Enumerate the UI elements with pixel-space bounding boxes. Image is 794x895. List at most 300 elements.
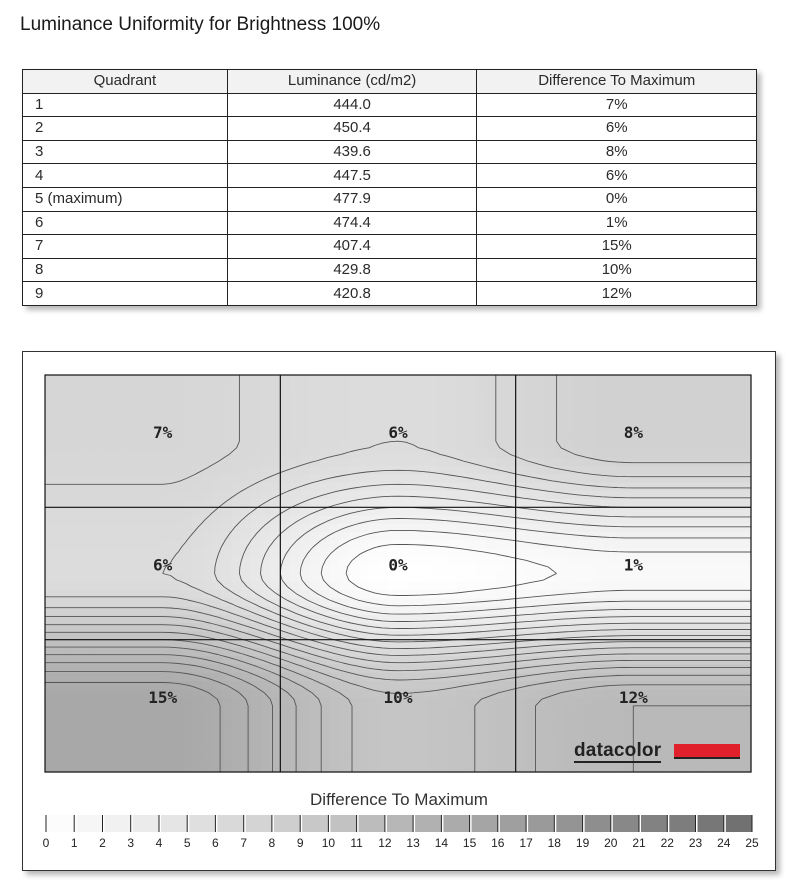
heatmap-pixel (653, 425, 663, 434)
heatmap-pixel (153, 392, 163, 401)
heatmap-pixel (633, 664, 643, 673)
heatmap-pixel (496, 474, 506, 483)
heatmap-pixel (114, 590, 124, 599)
heatmap-pixel (65, 449, 75, 458)
heatmap-pixel (741, 706, 751, 715)
heatmap-pixel (427, 764, 437, 773)
heatmap-pixel (712, 574, 722, 583)
heatmap-pixel (682, 491, 692, 500)
heatmap-pixel (486, 631, 496, 640)
table-row (23, 93, 757, 117)
heatmap-pixel (104, 516, 114, 525)
heatmap-pixel (624, 648, 634, 657)
heatmap-pixel (329, 673, 339, 682)
heatmap-pixel (143, 491, 153, 500)
heatmap-pixel (280, 764, 290, 773)
heatmap-pixel (682, 400, 692, 409)
heatmap-pixel (741, 557, 751, 566)
heatmap-pixel (682, 582, 692, 591)
heatmap-pixel (731, 623, 741, 632)
heatmap-pixel (408, 392, 418, 401)
heatmap-pixel (506, 714, 516, 723)
heatmap-pixel (329, 466, 339, 475)
heatmap-pixel (467, 764, 477, 773)
heatmap-pixel (359, 416, 369, 425)
heatmap-pixel (643, 441, 653, 450)
heatmap-pixel (545, 483, 555, 492)
heatmap-pixel (202, 474, 212, 483)
heatmap-pixel (682, 590, 692, 599)
colorbar-swatch (585, 815, 611, 832)
heatmap-pixel (310, 466, 320, 475)
heatmap-pixel (349, 540, 359, 549)
heatmap-pixel (104, 698, 114, 707)
heatmap-pixel (545, 764, 555, 773)
heatmap-pixel (55, 408, 65, 417)
heatmap-pixel (222, 433, 232, 442)
heatmap-pixel (633, 383, 643, 392)
heatmap-pixel (339, 590, 349, 599)
heatmap-pixel (437, 441, 447, 450)
heatmap-pixel (741, 524, 751, 533)
heatmap-pixel (133, 392, 143, 401)
heatmap-pixel (722, 458, 732, 467)
heatmap-pixel (594, 722, 604, 731)
heatmap-pixel (202, 565, 212, 574)
heatmap-pixel (741, 689, 751, 698)
heatmap-pixel (320, 375, 330, 384)
heatmap-pixel (241, 383, 251, 392)
heatmap-pixel (624, 392, 634, 401)
heatmap-pixel (408, 714, 418, 723)
heatmap-pixel (65, 731, 75, 740)
heatmap-pixel (712, 648, 722, 657)
heatmap-pixel (486, 607, 496, 616)
heatmap-pixel (457, 383, 467, 392)
heatmap-pixel (74, 755, 84, 764)
heatmap-pixel (467, 565, 477, 574)
heatmap-pixel (437, 574, 447, 583)
cell-value-label: 6% (388, 423, 408, 443)
heatmap-pixel (104, 441, 114, 450)
heatmap-pixel (261, 433, 271, 442)
heatmap-pixel (261, 540, 271, 549)
heatmap-pixel (143, 549, 153, 558)
heatmap-pixel (55, 507, 65, 516)
heatmap-pixel (143, 747, 153, 756)
heatmap-pixel (369, 400, 379, 409)
heatmap-pixel (545, 623, 555, 632)
heatmap-pixel (45, 747, 55, 756)
heatmap-pixel (447, 590, 457, 599)
heatmap-pixel (722, 582, 732, 591)
heatmap-pixel (241, 524, 251, 533)
heatmap-pixel (604, 706, 614, 715)
heatmap-pixel (153, 383, 163, 392)
heatmap-pixel (84, 400, 94, 409)
heatmap-pixel (398, 582, 408, 591)
heatmap-pixel (192, 532, 202, 541)
heatmap-pixel (231, 722, 241, 731)
heatmap-pixel (84, 474, 94, 483)
heatmap-pixel (584, 540, 594, 549)
heatmap-pixel (673, 689, 683, 698)
heatmap-pixel (712, 416, 722, 425)
heatmap-pixel (192, 392, 202, 401)
heatmap-pixel (84, 449, 94, 458)
cell-luminance: 429.8 (227, 258, 477, 282)
heatmap-pixel (153, 449, 163, 458)
cell-difference: 7% (477, 93, 757, 117)
heatmap-pixel (349, 764, 359, 773)
heatmap-pixel (731, 524, 741, 533)
heatmap-pixel (467, 499, 477, 508)
heatmap-pixel (290, 565, 300, 574)
heatmap-pixel (241, 375, 251, 384)
heatmap-pixel (153, 648, 163, 657)
heatmap-pixel (535, 507, 545, 516)
heatmap-pixel (290, 408, 300, 417)
heatmap-pixel (153, 656, 163, 665)
heatmap-pixel (575, 689, 585, 698)
heatmap-pixel (486, 540, 496, 549)
heatmap-pixel (457, 466, 467, 475)
heatmap-pixel (280, 499, 290, 508)
heatmap-pixel (369, 574, 379, 583)
heatmap-pixel (447, 400, 457, 409)
heatmap-pixel (702, 565, 712, 574)
heatmap-pixel (496, 607, 506, 616)
table-row (23, 164, 757, 188)
heatmap-pixel (722, 400, 732, 409)
heatmap-pixel (378, 565, 388, 574)
heatmap-pixel (722, 598, 732, 607)
heatmap-pixel (682, 598, 692, 607)
heatmap-pixel (114, 673, 124, 682)
colorbar-swatch (217, 815, 243, 832)
heatmap-pixel (133, 747, 143, 756)
heatmap-pixel (614, 574, 624, 583)
heatmap-pixel (369, 375, 379, 384)
heatmap-pixel (418, 491, 428, 500)
heatmap-pixel (55, 433, 65, 442)
heatmap-pixel (575, 631, 585, 640)
heatmap-pixel (84, 458, 94, 467)
heatmap-pixel (418, 433, 428, 442)
heatmap-pixel (143, 673, 153, 682)
heatmap-pixel (114, 392, 124, 401)
heatmap-pixel (310, 565, 320, 574)
heatmap-pixel (163, 731, 173, 740)
heatmap-pixel (349, 582, 359, 591)
heatmap-pixel (114, 425, 124, 434)
heatmap-pixel (712, 449, 722, 458)
heatmap-pixel (251, 714, 261, 723)
heatmap-pixel (731, 491, 741, 500)
heatmap-pixel (359, 540, 369, 549)
heatmap-pixel (349, 565, 359, 574)
heatmap-pixel (663, 714, 673, 723)
heatmap-pixel (604, 400, 614, 409)
heatmap-pixel (55, 764, 65, 773)
heatmap-pixel (55, 656, 65, 665)
heatmap-pixel (712, 731, 722, 740)
heatmap-pixel (172, 731, 182, 740)
heatmap-pixel (114, 565, 124, 574)
heatmap-pixel (241, 408, 251, 417)
heatmap-pixel (575, 549, 585, 558)
heatmap-pixel (653, 474, 663, 483)
heatmap-pixel (731, 416, 741, 425)
heatmap-pixel (290, 590, 300, 599)
heatmap-pixel (300, 607, 310, 616)
heatmap-pixel (457, 449, 467, 458)
heatmap-pixel (65, 474, 75, 483)
heatmap-pixel (114, 408, 124, 417)
heatmap-pixel (172, 623, 182, 632)
heatmap-pixel (114, 491, 124, 500)
heatmap-pixel (359, 383, 369, 392)
heatmap-pixel (673, 714, 683, 723)
colorbar-tick-label: 14 (434, 836, 449, 850)
heatmap-pixel (741, 648, 751, 657)
heatmap-pixel (290, 474, 300, 483)
heatmap-pixel (123, 582, 133, 591)
heatmap-pixel (594, 433, 604, 442)
heatmap-pixel (251, 540, 261, 549)
heatmap-pixel (516, 532, 526, 541)
heatmap-pixel (408, 425, 418, 434)
heatmap-pixel (516, 764, 526, 773)
heatmap-pixel (467, 416, 477, 425)
heatmap-pixel (633, 582, 643, 591)
heatmap-pixel (271, 574, 281, 583)
heatmap-pixel (74, 565, 84, 574)
colorbar-tick-label: 13 (406, 836, 420, 850)
heatmap-pixel (65, 516, 75, 525)
heatmap-pixel (290, 706, 300, 715)
heatmap-pixel (74, 507, 84, 516)
heatmap-pixel (280, 516, 290, 525)
heatmap-pixel (731, 408, 741, 417)
heatmap-pixel (624, 540, 634, 549)
heatmap-pixel (614, 532, 624, 541)
heatmap-pixel (604, 425, 614, 434)
heatmap-pixel (437, 565, 447, 574)
heatmap-pixel (486, 400, 496, 409)
heatmap-pixel (212, 689, 222, 698)
heatmap-pixel (624, 375, 634, 384)
heatmap-pixel (682, 731, 692, 740)
heatmap-pixel (359, 747, 369, 756)
cell-quadrant: 7 (23, 235, 228, 259)
heatmap-pixel (231, 755, 241, 764)
heatmap-pixel (280, 474, 290, 483)
heatmap-pixel (133, 408, 143, 417)
heatmap-pixel (123, 499, 133, 508)
heatmap-pixel (182, 698, 192, 707)
heatmap-pixel (349, 689, 359, 698)
heatmap-pixel (712, 714, 722, 723)
heatmap-pixel (712, 441, 722, 450)
heatmap-pixel (418, 664, 428, 673)
heatmap-pixel (633, 458, 643, 467)
heatmap-pixel (310, 731, 320, 740)
heatmap-pixel (624, 499, 634, 508)
heatmap-pixel (241, 433, 251, 442)
heatmap-pixel (545, 689, 555, 698)
heatmap-pixel (398, 532, 408, 541)
heatmap-pixel (143, 416, 153, 425)
heatmap-pixel (104, 706, 114, 715)
heatmap-pixel (457, 549, 467, 558)
heatmap-pixel (594, 565, 604, 574)
heatmap-pixel (222, 698, 232, 707)
heatmap-pixel (359, 739, 369, 748)
heatmap-pixel (349, 631, 359, 640)
heatmap-pixel (467, 582, 477, 591)
heatmap-pixel (280, 565, 290, 574)
heatmap-pixel (614, 433, 624, 442)
heatmap-pixel (535, 689, 545, 698)
heatmap-pixel (565, 458, 575, 467)
heatmap-pixel (447, 739, 457, 748)
heatmap-pixel (565, 416, 575, 425)
heatmap-pixel (722, 416, 732, 425)
heatmap-pixel (731, 449, 741, 458)
heatmap-pixel (290, 722, 300, 731)
heatmap-pixel (712, 607, 722, 616)
heatmap-pixel (575, 516, 585, 525)
heatmap-pixel (467, 722, 477, 731)
heatmap-pixel (653, 557, 663, 566)
heatmap-pixel (476, 474, 486, 483)
heatmap-pixel (349, 516, 359, 525)
heatmap-pixel (663, 565, 673, 574)
heatmap-pixel (378, 392, 388, 401)
heatmap-pixel (427, 458, 437, 467)
heatmap-pixel (633, 731, 643, 740)
colorbar-swatch (472, 815, 498, 832)
heatmap-pixel (496, 681, 506, 690)
heatmap-pixel (722, 392, 732, 401)
heatmap-pixel (604, 507, 614, 516)
heatmap-pixel (712, 689, 722, 698)
heatmap-pixel (84, 565, 94, 574)
heatmap-pixel (584, 714, 594, 723)
heatmap-pixel (143, 449, 153, 458)
heatmap-pixel (163, 706, 173, 715)
heatmap-pixel (65, 706, 75, 715)
heatmap-pixel (202, 582, 212, 591)
heatmap-pixel (300, 615, 310, 624)
heatmap-pixel (506, 623, 516, 632)
heatmap-pixel (614, 565, 624, 574)
heatmap-pixel (300, 433, 310, 442)
heatmap-pixel (555, 698, 565, 707)
heatmap-pixel (192, 590, 202, 599)
heatmap-pixel (653, 673, 663, 682)
heatmap-pixel (437, 549, 447, 558)
heatmap-pixel (584, 565, 594, 574)
heatmap-pixel (427, 540, 437, 549)
heatmap-pixel (349, 408, 359, 417)
heatmap-pixel (114, 433, 124, 442)
heatmap-pixel (320, 483, 330, 492)
heatmap-pixel (398, 574, 408, 583)
heatmap-pixel (104, 466, 114, 475)
heatmap-pixel (251, 433, 261, 442)
heatmap-pixel (545, 400, 555, 409)
heatmap-pixel (427, 731, 437, 740)
heatmap-pixel (222, 722, 232, 731)
heatmap-pixel (604, 540, 614, 549)
heatmap-pixel (45, 722, 55, 731)
heatmap-pixel (290, 433, 300, 442)
heatmap-pixel (437, 714, 447, 723)
heatmap-pixel (133, 441, 143, 450)
heatmap-pixel (143, 532, 153, 541)
heatmap-pixel (172, 425, 182, 434)
heatmap-pixel (94, 466, 104, 475)
heatmap-pixel (231, 441, 241, 450)
heatmap-pixel (408, 615, 418, 624)
heatmap-pixel (251, 466, 261, 475)
heatmap-pixel (369, 755, 379, 764)
heatmap-pixel (310, 441, 320, 450)
heatmap-pixel (202, 400, 212, 409)
heatmap-pixel (359, 425, 369, 434)
heatmap-pixel (202, 714, 212, 723)
heatmap-pixel (525, 425, 535, 434)
heatmap-pixel (427, 483, 437, 492)
heatmap-pixel (437, 474, 447, 483)
table-row (23, 140, 757, 164)
heatmap-pixel (457, 673, 467, 682)
heatmap-pixel (535, 491, 545, 500)
heatmap-pixel (712, 698, 722, 707)
heatmap-pixel (594, 425, 604, 434)
heatmap-pixel (192, 507, 202, 516)
heatmap-pixel (378, 739, 388, 748)
heatmap-pixel (172, 706, 182, 715)
heatmap-pixel (123, 458, 133, 467)
heatmap-pixel (271, 532, 281, 541)
heatmap-pixel (682, 681, 692, 690)
heatmap-pixel (55, 499, 65, 508)
heatmap-pixel (555, 755, 565, 764)
heatmap-pixel (467, 640, 477, 649)
heatmap-pixel (172, 532, 182, 541)
heatmap-pixel (114, 507, 124, 516)
heatmap-pixel (271, 383, 281, 392)
heatmap-pixel (565, 474, 575, 483)
heatmap-pixel (692, 648, 702, 657)
heatmap-pixel (143, 507, 153, 516)
heatmap-pixel (712, 491, 722, 500)
heatmap-pixel (94, 722, 104, 731)
heatmap-pixel (231, 375, 241, 384)
heatmap-pixel (192, 491, 202, 500)
heatmap-pixel (525, 483, 535, 492)
heatmap-pixel (584, 483, 594, 492)
heatmap-pixel (388, 375, 398, 384)
heatmap-pixel (476, 689, 486, 698)
heatmap-pixel (408, 458, 418, 467)
heatmap-pixel (457, 408, 467, 417)
heatmap-pixel (565, 383, 575, 392)
heatmap-pixel (457, 574, 467, 583)
